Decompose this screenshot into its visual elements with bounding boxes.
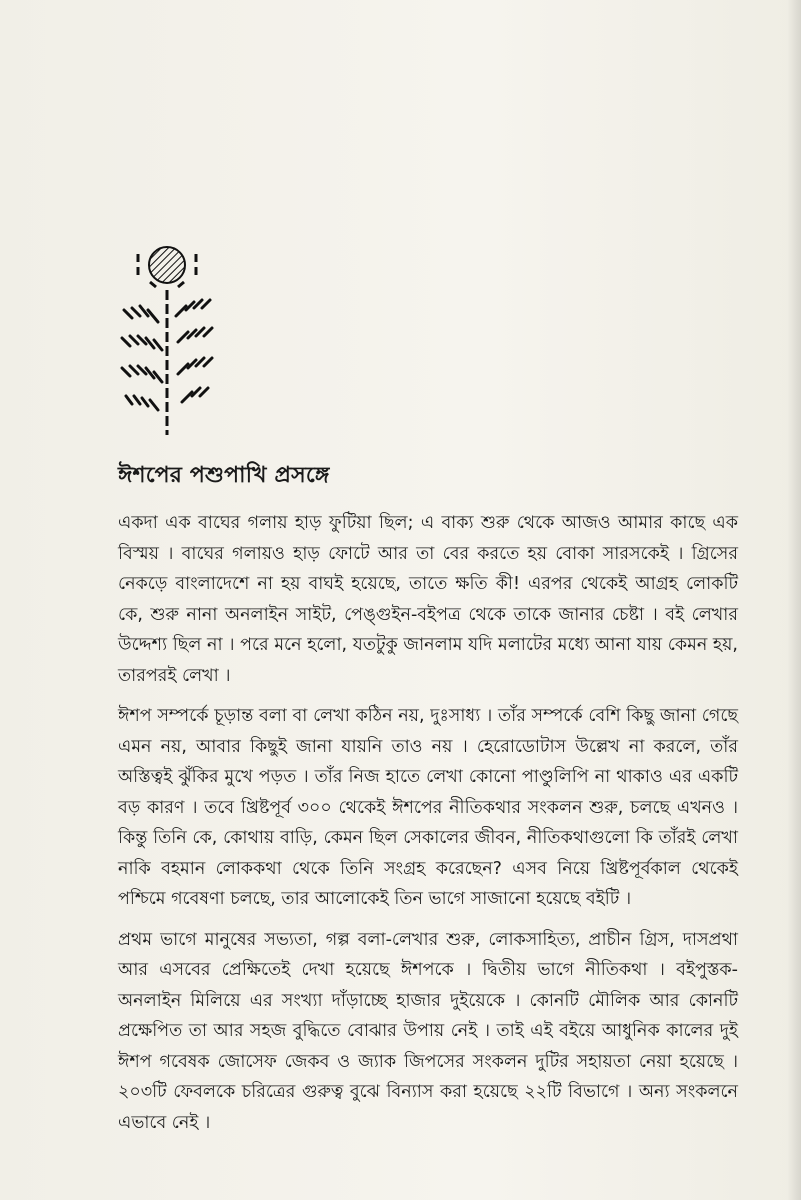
section-title: ঈশপের পশুপাখি প্রসঙ্গে — [118, 463, 330, 488]
paragraph: প্রথম ভাগে মানুষের সভ্যতা, গল্প বলা-লেখার শুরু, লোকসাহিত্য, প্রাচীন গ্রিস, দাসপ্রথা আর এসবের প্রেক্ষিতেই দেখা হয়েছে ঈশপকে । দ্বিতীয় ভাগে নীতিকথা । বইপুস্তক-অনলাইন মিলিয়ে এর সংখ্যা দাঁড়াচ্ছে হাজার দুইয়েকে । কোনটি মৌলিক আর কোনটি প্রক্ষেপিত তা আর সহজ বুদ্ধিতে বোঝার উপায় নেই । তাই এই বইয়ে আধুনিক কালের দুই ঈশপ গবেষক জোসেফ জেকব ও জ্যাক জিপসের সংকলন দুটির সহায়তা নেয়া হয়েছে । ২০৩টি ফেবলকে চরিত্রের গুরুত্ব বুঝে বিন্যাস করা হয়েছে ২২টি বিভাগে । অন্য সংকলনে এভাবে নেই । — [118, 929, 738, 1133]
paragraph: ঈশপ সম্পর্কে চূড়ান্ত বলা বা লেখা কঠিন নয়, দুঃসাধ্য । তাঁর সম্পর্কে বেশি কিছু জানা গেছে এমন নয়, আবার কিছুই জানা যায়নি তাও নয় । হেরোডোটাস উল্লেখ না করলে, তাঁর অস্তিত্বই ঝুঁকির মুখে পড়ত । তাঁর নিজ হাতে লেখা কোনো পাণ্ডুলিপি না থাকাও এর একটি বড় কারণ । তবে খ্রিষ্টপূর্ব ৩০০ থেকেই ঈশপের নীতিকথার সংকলন শুরু, চলছে এখনও । কিন্তু তিনি কে, কোথায় বাড়ি, কেমন ছিল সেকালের জীবন, নীতিকথাগুলো কি তাঁরই লেখা নাকি বহমান লোককথা থেকে তিনি সংগ্রহ করেছেন? এসব নিয়ে খ্রিষ্টপূর্বকাল থেকেই পশ্চিমে গবেষণা চলছে, তার আলোকেই তিন ভাগে সাজানো হয়েছে বইটি । — [118, 706, 738, 909]
body-text — [118, 508, 738, 1148]
paragraph: একদা এক বাঘের গলায় হাড় ফুটিয়া ছিল; এ বাক্য শুরু থেকে আজও আমার কাছে এক বিস্ময় । বাঘের গলায়ও হাড় ফোটে আর তা বের করতে হয় বোকা সারসকেই । গ্রিসের নেকড়ে বাংলাদেশে না হয় বাঘই হয়েছে, তাতে ক্ষতি কী! এরপর থেকেই আগ্রহ লোকটি কে, শুরু নানা অনলাইন সাইট, পেঙ্গুইন-বইপত্র থেকে তাকে জানার চেষ্টা । বই লেখার উদ্দেশ্য ছিল না । পরে মনে হলো, যতটুকু জানলাম যদি মলাটের মধ্যে আনা যায় কেমন হয়, তারপরই লেখা । — [118, 513, 738, 686]
page-edge-shadow — [787, 0, 801, 1200]
flower-sprig-icon — [112, 240, 222, 440]
show-through-reverse-page — [340, 230, 760, 460]
